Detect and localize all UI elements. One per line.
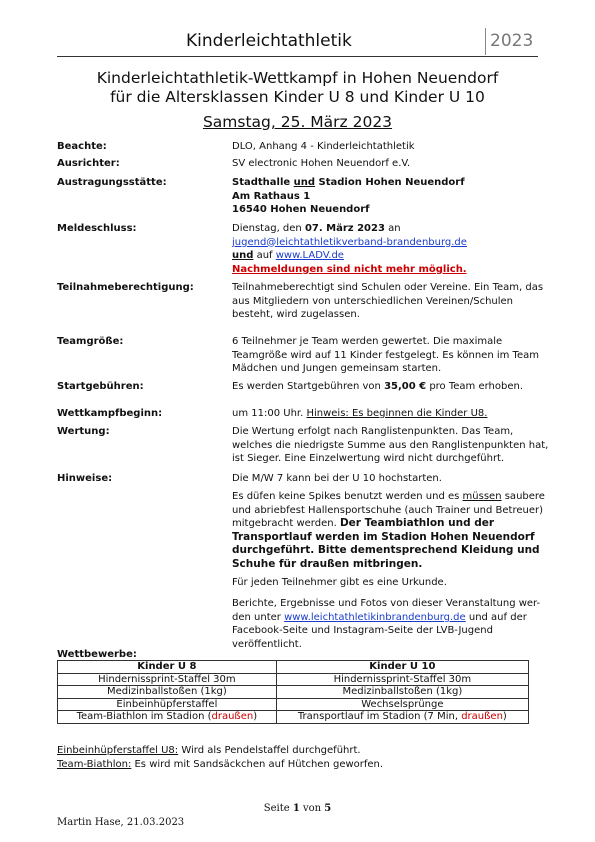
col-header-u8: Kinder U 8 — [58, 661, 277, 674]
melde-text-a: Dienstag, den — [232, 223, 305, 234]
value-teamgroesse: 6 Teilnehmer je Team werden gewertet. Die maximale Teamgröße wird auf 11 Kinder festgelegt. Es können im Team Mädchen und Jungen gemeinsam starten. — [232, 336, 539, 374]
melde-text-b: an — [384, 223, 401, 234]
melde-und: und — [232, 250, 254, 261]
cell-u8: Medizinballstoßen (1kg) — [58, 686, 277, 699]
value-teilnahme: Teilnahmeberechtigt sind Schulen oder Vereine. Ein Team, das aus Mitgliedern von unterschiedlichen Vereinen/Schulen besteht, wird zugelassen. — [232, 282, 544, 320]
hinweise-4-a: Berichte, Ergebnisse und Fotos von dieser Veranstaltung wer-den unter — [232, 598, 541, 623]
label-startgebuehren: Startgebühren: — [57, 381, 144, 392]
beginn-hint: Hinweis: Es beginnen die Kinder U8. — [306, 408, 488, 419]
ort-line1-und: und — [293, 177, 316, 188]
start-text-a: Es werden Startgebühren von — [232, 381, 385, 392]
cell-u10 — [276, 711, 528, 724]
hinweise-2-must: müssen — [462, 491, 502, 502]
note-biathlon-text: Es wird mit Sandsäckchen auf Hütchen geworfen. — [131, 759, 384, 770]
value-hinweise-4 — [232, 597, 552, 651]
start-text-b: pro Team erhoben. — [426, 381, 524, 392]
event-date: Samstag, 25. März 2023 — [202, 113, 393, 131]
cell-u8 — [58, 711, 277, 724]
value-wettkampfbeginn — [232, 407, 552, 421]
cell-u8-red: draußen — [211, 711, 254, 723]
value-hinweise-1: Die M/W 7 kann bei der U 10 hochstarten. — [232, 473, 442, 484]
value-startgebuehren — [232, 380, 552, 394]
label-beachte: Beachte: — [57, 141, 107, 152]
title-line-1: Kinderleichtathletik-Wettkampf in Hohen Neuendorf — [96, 69, 499, 87]
hinweise-4-b: und auf der Facebook-Seite und Instagram-Seite der LVB-Jugend veröffentlicht. — [232, 611, 527, 650]
cell-u8: Hindernissprint-Staffel 30m — [58, 673, 277, 686]
page-prefix: Seite — [263, 803, 293, 814]
melde-date: 07. März 2023 — [304, 223, 385, 234]
melde-warning: Nachmeldungen sind nicht mehr möglich. — [232, 263, 467, 275]
label-wertung: Wertung: — [57, 426, 110, 437]
note-einbein — [57, 745, 361, 756]
melde-email-link[interactable]: jugend@leichtathletikverband-brandenburg.de — [232, 236, 467, 248]
table-header-row — [58, 661, 529, 674]
label-meldeschluss: Meldeschluss: — [57, 223, 137, 234]
page-number — [0, 803, 595, 814]
label-ausrichter: Ausrichter: — [57, 158, 120, 169]
note-einbein-text: Wird als Pendelstaffel durchgeführt. — [178, 745, 361, 756]
cell-u8-a: Team-Biathlon im Stadion ( — [76, 711, 212, 723]
hinweise-2-b: saubere und abriebfest Hallensportschuhe (auch Trainer und Betreuer) mitgebracht werden. — [232, 491, 545, 529]
melde-ladv-link[interactable]: www.LADV.de — [275, 250, 344, 261]
competitions-table — [57, 660, 529, 724]
cell-u8-b: ) — [253, 711, 258, 723]
page-current: 1 — [292, 803, 300, 814]
value-ort — [232, 176, 552, 217]
cell-u8: Einbeinhüpferstaffel — [58, 698, 277, 711]
value-wertung: Die Wertung erfolgt nach Ranglistenpunkten. Das Team, welches die niedrigste Summe aus den Ranglistenpunkten hat, ist Sieger. Eine Einzelwertung wird nicht durchgeführt. — [232, 426, 549, 464]
note-biathlon — [57, 759, 383, 770]
page-total: 5 — [324, 803, 332, 814]
beginn-text: um 11:00 Uhr. — [232, 408, 307, 419]
col-header-u10: Kinder U 10 — [276, 661, 528, 674]
title-line-2: für die Altersklassen Kinder U 8 und Kinder U 10 — [110, 88, 485, 106]
author-line: Martin Hase, 21.03.2023 — [57, 817, 185, 828]
cell-u10: Wechselsprünge — [276, 698, 528, 711]
cell-u10-a: Transportlauf im Stadion (7 Min, — [297, 711, 462, 723]
header-rule — [57, 56, 538, 57]
cell-u10-red: draußen — [461, 711, 503, 723]
value-hinweise-3: Für jeden Teilnehmer gibt es eine Urkunde. — [232, 577, 447, 588]
label-wettkampfbeginn: Wettkampfbeginn: — [57, 408, 163, 419]
hinweise-2-bold: Der Teambiathlon und der Transportlauf werden im Stadion Hohen Neuendorf durchgeführt. Bitte dementsprechend Kleidung und Schuhe für draußen mitbringen. — [232, 517, 540, 570]
ort-line3: 16540 Hohen Neuendorf — [232, 204, 370, 215]
start-amount: 35,00 € — [384, 381, 427, 392]
cell-u10-b: ) — [502, 711, 507, 723]
page-sep: von — [299, 803, 325, 814]
melde-auf: auf — [253, 250, 276, 261]
hinweise-2-a: Es düfen keine Spikes benutzt werden und es — [232, 491, 463, 502]
header-title: Kinderleichtathletik — [186, 31, 352, 51]
label-teilnahme: Teilnahmeberechtigung: — [57, 282, 194, 293]
ort-line2: Am Rathaus 1 — [232, 190, 311, 202]
table-row — [58, 673, 529, 686]
header-year: 2023 — [490, 31, 534, 51]
cell-u10: Hindernissprint-Staffel 30m — [276, 673, 528, 686]
ort-line1-c: Stadion Hohen Neuendorf — [315, 177, 465, 188]
header-divider — [485, 28, 486, 55]
note-einbein-label: Einbeinhüpferstaffel U8: — [57, 745, 179, 756]
hinweise-4-link[interactable]: www.leichtathletikinbrandenburg.de — [284, 611, 466, 623]
ort-line1-a: Stadthalle — [232, 177, 294, 188]
label-teamgroesse: Teamgröße: — [57, 336, 124, 347]
label-ort: Austragungsstätte: — [57, 177, 167, 188]
table-row — [58, 698, 529, 711]
cell-u10: Medizinballstoßen (1kg) — [276, 686, 528, 699]
table-row — [58, 686, 529, 699]
value-ausrichter: SV electronic Hohen Neuendorf e.V. — [232, 158, 411, 169]
value-meldeschluss — [232, 222, 552, 276]
value-beachte: DLO, Anhang 4 - Kinderleichtathletik — [232, 141, 415, 152]
table-row — [58, 711, 529, 724]
label-hinweise: Hinweise: — [57, 473, 113, 484]
note-biathlon-label: Team-Biathlon: — [57, 759, 132, 770]
competitions-label: Wettbewerbe: — [57, 649, 137, 660]
value-hinweise-2 — [232, 490, 552, 571]
